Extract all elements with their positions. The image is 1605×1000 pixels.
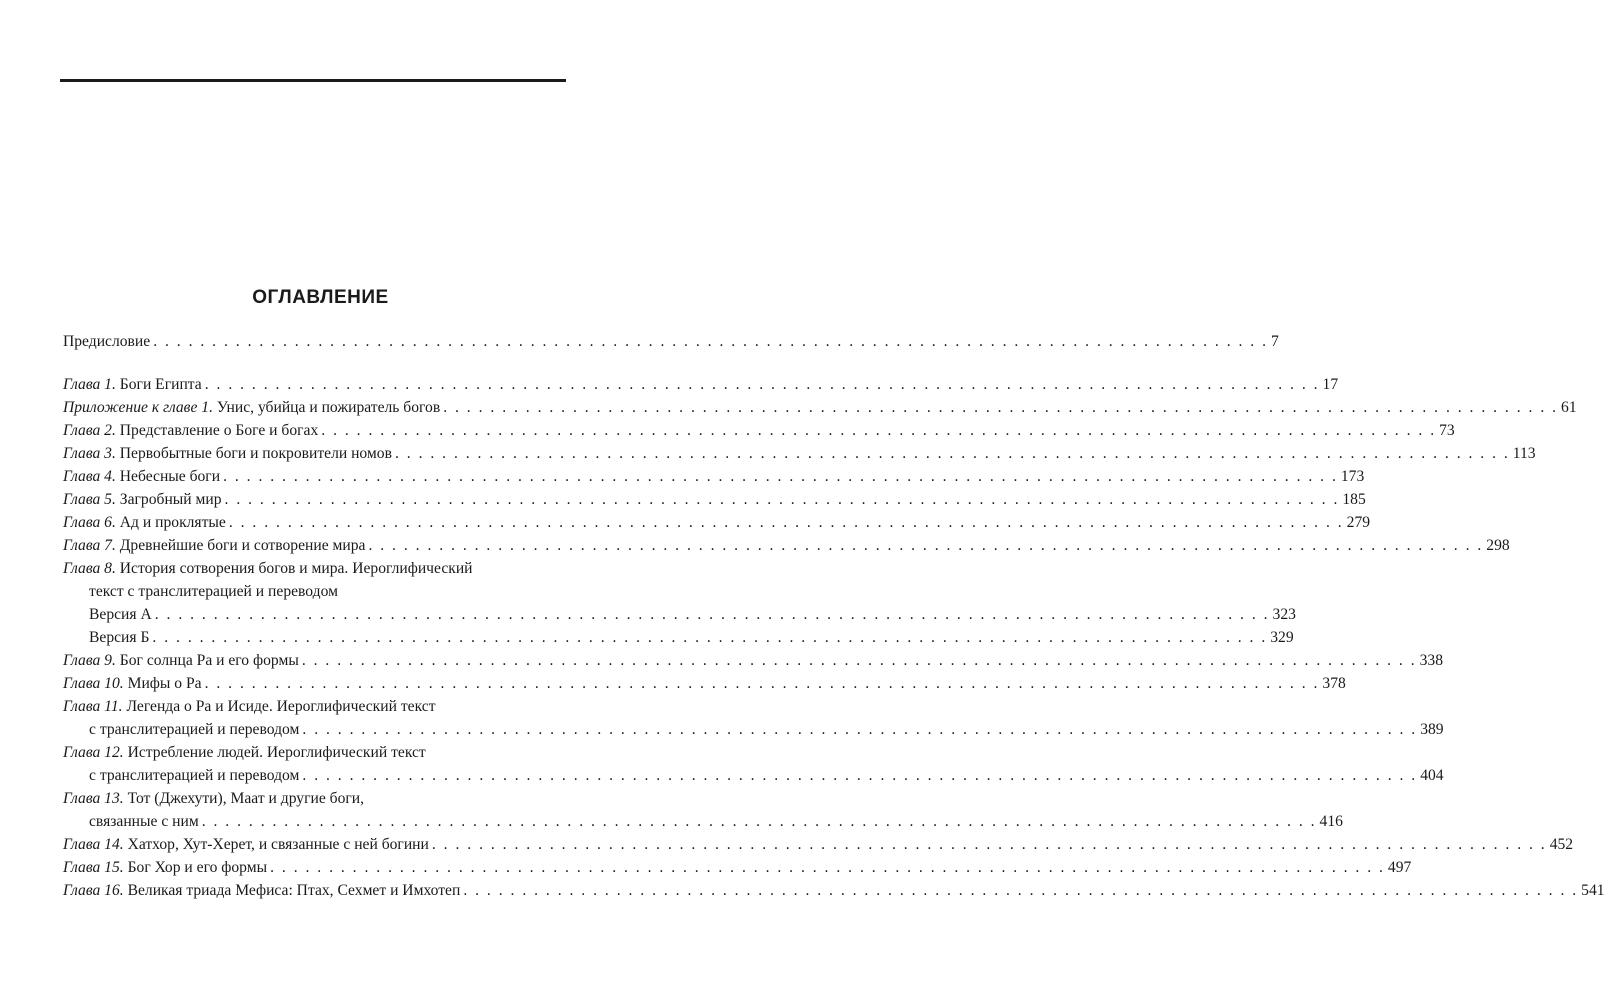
toc-line xyxy=(63,580,569,603)
chapter-title: Первобытные боги и покровители номов xyxy=(119,445,392,462)
toc-page-number: 17 xyxy=(1322,376,1339,393)
toc-line xyxy=(63,488,1366,511)
chapter-title: Представление о Боге и богах xyxy=(119,422,319,439)
toc-entry[interactable] xyxy=(63,741,1444,787)
dot-leader xyxy=(395,442,1510,465)
toc-entry[interactable] xyxy=(63,856,1412,879)
toc-page-number: 378 xyxy=(1322,675,1346,692)
toc-entry-text xyxy=(89,718,299,741)
toc-line xyxy=(63,603,1296,626)
toc-entry-preface[interactable] xyxy=(63,330,1279,353)
toc-page-number: 497 xyxy=(1387,859,1412,876)
chapter-title: Унис, убийца и пожиратель богов xyxy=(216,399,441,416)
toc-entry[interactable] xyxy=(63,672,1346,695)
toc-page-number: 329 xyxy=(1270,629,1294,646)
toc-entry-text xyxy=(63,649,299,672)
table-of-contents xyxy=(63,330,1605,902)
chapter-label: Глава 9. xyxy=(63,652,116,669)
toc-entry-text xyxy=(63,695,436,718)
chapter-title: Версия А xyxy=(89,606,152,623)
toc-entry[interactable] xyxy=(63,649,1444,672)
dot-leader xyxy=(223,465,1338,488)
chapter-title: Боги Египта xyxy=(119,376,202,393)
spacer xyxy=(63,353,569,373)
toc-line xyxy=(63,787,569,810)
toc-entry-text: Предисловие xyxy=(63,333,151,350)
toc-entry-text xyxy=(89,626,149,649)
toc-entry-text xyxy=(63,373,202,396)
chapter-title: с транслитерацией и переводом xyxy=(89,767,300,784)
dot-leader xyxy=(153,330,1268,353)
toc-entry[interactable] xyxy=(63,833,1574,856)
dot-leader xyxy=(443,396,1558,419)
chapter-list xyxy=(63,373,1605,902)
chapter-label: Глава 4. xyxy=(63,468,116,485)
toc-page-number: 73 xyxy=(1439,422,1455,439)
chapter-label: Глава 15. xyxy=(63,859,124,876)
toc-page-number: 173 xyxy=(1340,468,1365,485)
chapter-title: Бог Хор и его формы xyxy=(127,859,268,876)
chapter-label: Глава 6. xyxy=(63,514,116,531)
toc-line xyxy=(63,465,1365,488)
toc-entry-text xyxy=(63,557,473,580)
toc-entry[interactable] xyxy=(63,373,1339,396)
page-title: ОГЛАВЛЕНИЕ xyxy=(252,287,389,308)
toc-entry-text xyxy=(63,741,426,764)
toc-entry-text xyxy=(63,879,460,902)
dot-leader xyxy=(321,419,1436,442)
chapter-label: Глава 7. xyxy=(63,537,116,554)
toc-line xyxy=(63,879,1605,902)
chapter-title: История сотворения богов и мира. Иероглифический xyxy=(119,560,473,577)
toc-entry-text xyxy=(63,419,318,442)
chapter-label: Глава 16. xyxy=(63,882,124,899)
toc-entry-text xyxy=(89,764,299,787)
toc-page-number: 389 xyxy=(1420,721,1444,738)
dot-leader xyxy=(225,488,1340,511)
chapter-title: текст с транслитерацией и переводом xyxy=(89,583,338,600)
top-rule xyxy=(60,79,566,82)
chapter-title: Хатхор, Хут-Херет, и связанные с ней богини xyxy=(127,836,429,853)
toc-entry[interactable] xyxy=(63,465,1365,488)
toc-line xyxy=(63,626,1294,649)
chapter-label: Глава 1. xyxy=(63,376,116,393)
toc-line xyxy=(63,833,1574,856)
chapter-label: Глава 8. xyxy=(63,560,116,577)
chapter-label: Глава 10. xyxy=(63,675,124,692)
toc-entry-text xyxy=(89,810,199,833)
chapter-label: Глава 3. xyxy=(63,445,116,462)
toc-entry-text xyxy=(63,787,364,810)
toc-line xyxy=(63,741,569,764)
toc-line xyxy=(63,557,569,580)
toc-line xyxy=(63,373,1339,396)
toc-entry[interactable] xyxy=(63,557,1296,649)
toc-page-number: 61 xyxy=(1561,399,1577,416)
toc-page-number: 323 xyxy=(1272,606,1296,623)
toc-entry[interactable] xyxy=(63,511,1371,534)
dot-leader xyxy=(432,833,1547,856)
chapter-title: Легенда о Ра и Исиде. Иероглифический текст xyxy=(126,698,436,715)
toc-entry[interactable] xyxy=(63,419,1455,442)
toc-entry-text xyxy=(89,603,152,626)
toc-entry-text xyxy=(63,488,222,511)
chapter-title: Древнейшие боги и сотворение мира xyxy=(119,537,366,554)
chapter-label: Глава 12. xyxy=(63,744,124,761)
chapter-title: с транслитерацией и переводом xyxy=(89,721,300,738)
toc-line xyxy=(63,672,1346,695)
dot-leader xyxy=(463,879,1578,902)
toc-page-number: 298 xyxy=(1486,537,1510,554)
toc-entry-text xyxy=(63,672,202,695)
toc-entry[interactable] xyxy=(63,534,1510,557)
toc-entry[interactable] xyxy=(63,488,1366,511)
chapter-title: Версия Б xyxy=(89,629,150,646)
toc-page-number: 185 xyxy=(1342,491,1366,508)
toc-line xyxy=(63,856,1412,879)
chapter-title: Мифы о Ра xyxy=(127,675,202,692)
toc-entry[interactable] xyxy=(63,442,1536,465)
toc-line xyxy=(63,695,569,718)
toc-entry-text xyxy=(63,465,220,488)
dot-leader xyxy=(302,649,1417,672)
chapter-title: Ад и проклятые xyxy=(119,514,226,531)
chapter-label: Глава 14. xyxy=(63,836,124,853)
dot-leader xyxy=(270,856,1385,879)
toc-entry[interactable] xyxy=(63,396,1577,419)
toc-line xyxy=(63,419,1455,442)
toc-page-number: 416 xyxy=(1319,813,1343,830)
chapter-title: Бог солнца Ра и его формы xyxy=(119,652,299,669)
toc-entry-text xyxy=(63,856,267,879)
dot-leader xyxy=(152,626,1267,649)
dot-leader xyxy=(202,810,1317,833)
toc-entry[interactable] xyxy=(63,787,1343,833)
dot-leader xyxy=(155,603,1270,626)
toc-line xyxy=(63,649,1444,672)
toc-line xyxy=(63,534,1510,557)
dot-leader xyxy=(205,373,1320,396)
dot-leader xyxy=(302,764,1417,787)
chapter-title: Истребление людей. Иероглифический текст xyxy=(127,744,426,761)
toc-line xyxy=(63,810,1343,833)
chapter-label: Глава 2. xyxy=(63,422,116,439)
chapter-title: Великая триада Мефиса: Птах, Сехмет и Имхотеп xyxy=(127,882,461,899)
chapter-label: Глава 11. xyxy=(63,698,123,715)
toc-line xyxy=(63,511,1371,534)
toc-line xyxy=(63,718,1444,741)
toc-page-number: 404 xyxy=(1420,767,1444,784)
chapter-title: Тот (Джехути), Маат и другие боги, xyxy=(127,790,365,807)
chapter-label: Приложение к главе 1. xyxy=(63,399,213,416)
chapter-title: Загробный мир xyxy=(119,491,222,508)
toc-entry-text xyxy=(63,833,429,856)
toc-page-number: 113 xyxy=(1512,445,1536,462)
toc-page-number: 541 xyxy=(1581,882,1605,899)
toc-entry-text xyxy=(63,396,440,419)
toc-entry[interactable] xyxy=(63,879,1605,902)
dot-leader xyxy=(205,672,1320,695)
toc-page-number: 338 xyxy=(1419,652,1444,669)
toc-entry[interactable] xyxy=(63,695,1444,741)
chapter-title: Небесные боги xyxy=(119,468,221,485)
chapter-label: Глава 5. xyxy=(63,491,116,508)
toc-line xyxy=(63,396,1577,419)
toc-line xyxy=(63,442,1536,465)
dot-leader xyxy=(302,718,1417,741)
toc-page-number: 452 xyxy=(1549,836,1574,853)
toc-page-number: 279 xyxy=(1346,514,1371,531)
chapter-title: связанные с ним xyxy=(89,813,199,830)
dot-leader xyxy=(368,534,1483,557)
toc-line xyxy=(63,764,1444,787)
toc-entry-text xyxy=(89,580,338,603)
dot-leader xyxy=(229,511,1344,534)
toc-page-number: 7 xyxy=(1271,333,1279,350)
toc-entry-text xyxy=(63,534,365,557)
chapter-label: Глава 13. xyxy=(63,790,124,807)
toc-entry-text xyxy=(63,511,226,534)
toc-entry-text xyxy=(63,442,392,465)
